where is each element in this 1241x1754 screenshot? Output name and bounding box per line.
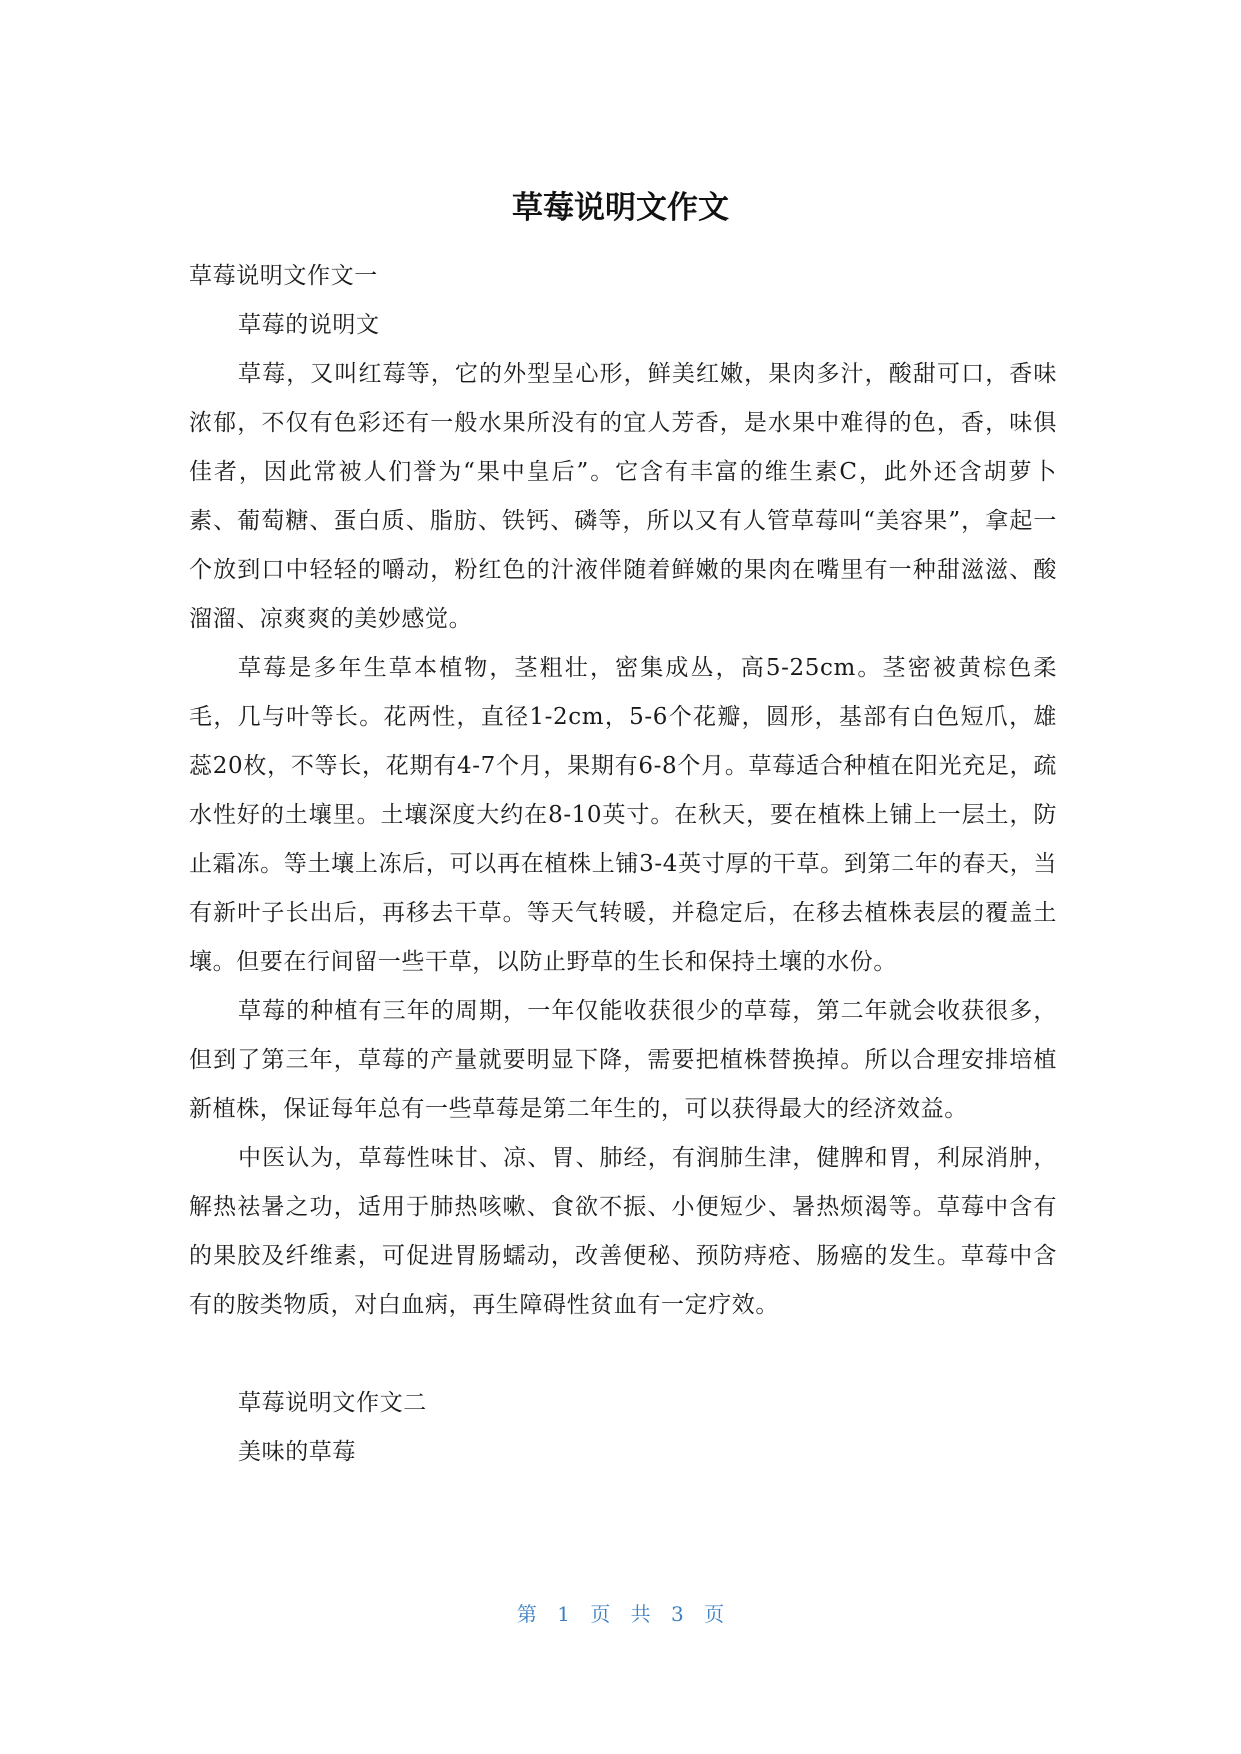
paragraph: 草莓的种植有三年的周期，一年仅能收获很少的草莓，第二年就会收获很多，但到了第三年，草莓的产量就要明显下降，需要把植株替换掉。所以合理安排培植新植株，保证每年总有一些草莓是第二年生的，可以获得最大的经济效益。 [189,998,1057,1122]
paragraph: 草莓是多年生草本植物，茎粗壮，密集成丛，高5-25cm。茎密被黄棕色柔毛，几与叶等长。花两性，直径1-2cm，5-6个花瓣，圆形，基部有白色短爪，雄蕊20枚，不等长，花期有4-7个月，果期有6-8个月。草莓适合种植在阳光充足，疏水性好的土壤里。土壤深度大约在8-10英寸。在秋天，要在植株上铺上一层土，防止霜冻。等土壤上冻后，可以再在植株上铺3-4英寸厚的干草。到第二年的春天，当有新叶子长出后，再移去干草。等天气转暖，并稳定后，在移去植株表层的覆盖土壤。但要在行间留一些干草，以防止野草的生长和保持土壤的水份。 [189,655,1057,975]
essay-one-subtitle: 草莓的说明文 [238,312,380,338]
essay-two-heading: 草莓说明文作文二 [238,1390,427,1416]
essay-one-heading: 草莓说明文作文一 [189,263,378,289]
section-spacer [189,1330,1057,1379]
page-number-footer: 第 1 页 共 3 页 [516,1602,725,1626]
essay-two-subtitle: 美味的草莓 [238,1439,356,1465]
paragraph: 草莓，又叫红莓等，它的外型呈心形，鲜美红嫩，果肉多汁，酸甜可口，香味浓郁，不仅有色彩还有一般水果所没有的宜人芳香，是水果中难得的色，香，味俱佳者，因此常被人们誉为“果中皇后”。它含有丰富的维生素C，此外还含胡萝卜素、葡萄糖、蛋白质、脂肪、铁钙、磷等，所以又有人管草莓叫“美容果”，拿起一个放到口中轻轻的嚼动，粉红色的汁液伴随着鲜嫩的果肉在嘴里有一种甜滋滋、酸溜溜、凉爽爽的美妙感觉。 [189,361,1057,632]
document-title: 草莓说明文作文 [512,190,729,226]
paragraph: 中医认为，草莓性味甘、凉、胃、肺经，有润肺生津，健脾和胃，利尿消肿，解热祛暑之功，适用于肺热咳嗽、食欲不振、小便短少、暑热烦渴等。草莓中含有的果胶及纤维素，可促进胃肠蠕动，改善便秘、预防痔疮、肠癌的发生。草莓中含有的胺类物质，对白血病，再生障碍性贫血有一定疗效。 [189,1145,1057,1318]
document-body [189,252,1057,1477]
